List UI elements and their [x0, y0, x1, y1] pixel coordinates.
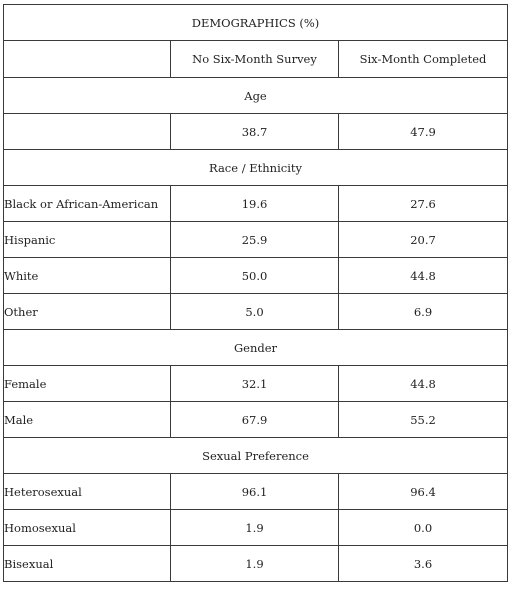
section-row [4, 330, 508, 366]
table-body [4, 5, 508, 582]
value-no-survey: 67.9 [171, 402, 339, 438]
column-header-completed: Six-Month Completed [339, 41, 508, 78]
value-completed: 47.9 [339, 114, 508, 150]
table-row [4, 546, 508, 582]
value-completed: 44.8 [339, 258, 508, 294]
row-label: Other [4, 294, 171, 330]
table-row [4, 294, 508, 330]
row-label: Black or African-American [4, 186, 171, 222]
header-row [4, 41, 508, 78]
row-label: Hispanic [4, 222, 171, 258]
section-heading: Sexual Preference [4, 438, 508, 474]
value-no-survey: 96.1 [171, 474, 339, 510]
value-completed: 6.9 [339, 294, 508, 330]
value-completed: 3.6 [339, 546, 508, 582]
value-no-survey: 32.1 [171, 366, 339, 402]
value-no-survey: 5.0 [171, 294, 339, 330]
table-row [4, 186, 508, 222]
value-completed: 55.2 [339, 402, 508, 438]
section-row [4, 78, 508, 114]
value-no-survey: 38.7 [171, 114, 339, 150]
row-label: Male [4, 402, 171, 438]
section-row [4, 438, 508, 474]
table-row [4, 258, 508, 294]
table-row [4, 366, 508, 402]
row-label: Heterosexual [4, 474, 171, 510]
value-completed: 96.4 [339, 474, 508, 510]
table-row [4, 510, 508, 546]
row-label: White [4, 258, 171, 294]
table-title: DEMOGRAPHICS (%) [4, 5, 508, 41]
title-row [4, 5, 508, 41]
row-label: Homosexual [4, 510, 171, 546]
value-no-survey: 50.0 [171, 258, 339, 294]
header-blank-cell [4, 41, 171, 78]
value-no-survey: 1.9 [171, 546, 339, 582]
table-row [4, 474, 508, 510]
value-completed: 0.0 [339, 510, 508, 546]
table-row [4, 402, 508, 438]
row-label: Bisexual [4, 546, 171, 582]
section-heading: Age [4, 78, 508, 114]
section-heading: Gender [4, 330, 508, 366]
value-no-survey: 19.6 [171, 186, 339, 222]
value-completed: 20.7 [339, 222, 508, 258]
value-no-survey: 25.9 [171, 222, 339, 258]
row-label [4, 114, 171, 150]
section-row [4, 150, 508, 186]
value-completed: 27.6 [339, 186, 508, 222]
table-row [4, 222, 508, 258]
row-label: Female [4, 366, 171, 402]
demographics-table [3, 4, 508, 582]
column-header-no-survey: No Six-Month Survey [171, 41, 339, 78]
section-heading: Race / Ethnicity [4, 150, 508, 186]
value-no-survey: 1.9 [171, 510, 339, 546]
value-completed: 44.8 [339, 366, 508, 402]
table-row [4, 114, 508, 150]
